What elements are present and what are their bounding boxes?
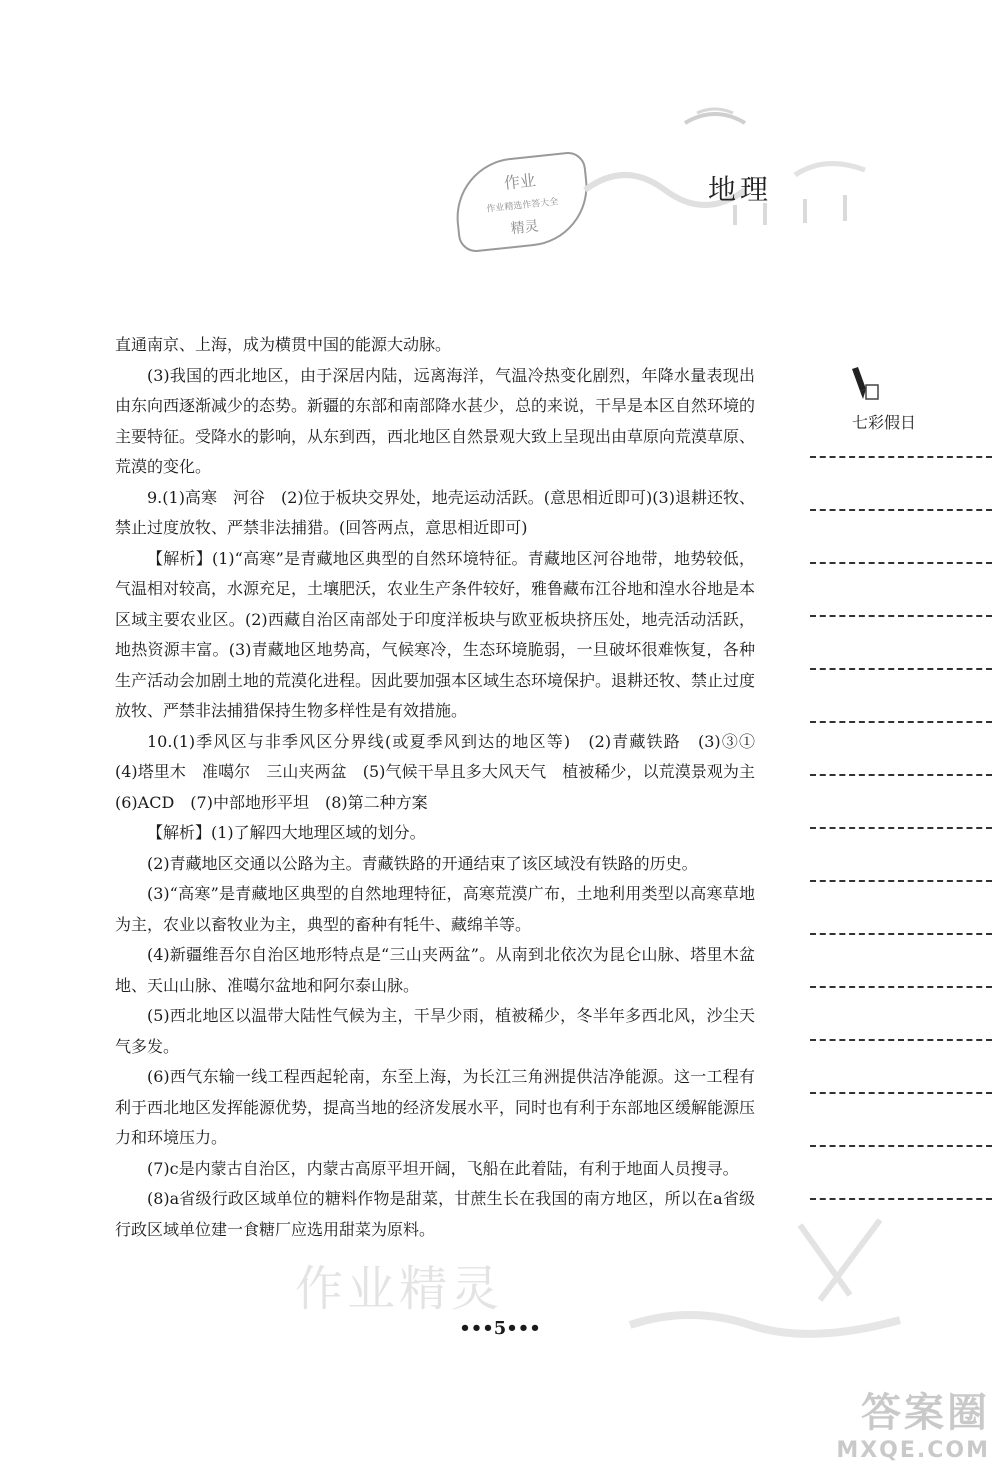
side-label: 七彩假日 — [852, 413, 917, 432]
note-line — [810, 1092, 992, 1094]
note-line — [810, 774, 992, 776]
answer-paragraph: (6)西气东输一线工程西起轮南，东至上海，为长江三角洲提供洁净能源。这一工程有利于西北地区发挥能源优势，提高当地的经济发展水平，同时也有利于东部地区缓解能源压力和环境压力。 — [115, 1067, 756, 1147]
note-line — [810, 456, 992, 458]
note-line — [810, 668, 992, 670]
answer-paragraph: 【解析】(1)了解四大地理区域的划分。 — [147, 823, 426, 842]
note-line — [810, 509, 992, 511]
answer-paragraph: (5)西北地区以温带大陆性气候为主，干旱少雨，植被稀少，冬半年多西北风，沙尘天气多发。 — [115, 1006, 755, 1056]
stamp-line-3: 精灵 — [509, 218, 540, 238]
note-line — [810, 827, 992, 829]
note-line — [810, 1145, 992, 1147]
answer-paragraph: (7)c是内蒙古自治区，内蒙古高原平坦开阔，飞船在此着陆，有利于地面人员搜寻。 — [147, 1158, 739, 1178]
note-line — [810, 721, 992, 723]
stamp-line-1: 作业 — [502, 170, 537, 193]
faint-watermark-text: 作业精灵 — [295, 1261, 504, 1317]
answer-paragraph: 直通南京、上海，成为横贯中国的能源大动脉。 — [115, 335, 452, 354]
answer-paragraph: (4)新疆维吾尔自治区地形特点是“三山夹两盆”。从南到北依次为昆仑山脉、塔里木盆地、天山山脉、准噶尔盆地和阿尔泰山脉。 — [115, 945, 755, 995]
answer-paragraph: (3)“高寒”是青藏地区典型的自然地理特征，高寒荒漠广布，土地利用类型以高寒草地为主，农业以畜牧业为主，典型的畜种有牦牛、藏绵羊等。 — [115, 884, 755, 934]
answer-paragraph: 【解析】(1)“高寒”是青藏地区典型的自然环境特征。青藏地区河谷地带，地势较低，气温相对较高，水源充足，土壤肥沃，农业生产条件较好，雅鲁藏布江谷地和湟水谷地是本区域主要农业区。(2)西藏自治区南部处于印度洋板块与欧亚板块挤压处，地壳活动活跃，地热资源丰富。(3)青藏地区地势高，气候寒冷，生态环境脆弱，一旦破坏很难恢复，各种生产活动会加剧土地的荒漠化进程。因此要加强本区域生态环境保护。退耕还牧、禁止过度放牧、严禁非法捕猎保持生物多样性是有效措施。 — [115, 548, 756, 720]
note-line — [810, 933, 992, 935]
page-header — [455, 95, 885, 255]
answer-paragraph: 9.(1)高寒 河谷 (2)位于板块交界处，地壳运动活跃。(意思相近即可)(3)退耕还牧、禁止过度放牧、严禁非法捕猎。(回答两点，意思相近即可) — [115, 487, 755, 537]
answer-content — [115, 330, 772, 1245]
watermark-big: 答案圈 — [861, 1390, 990, 1436]
note-line — [810, 615, 992, 617]
note-lines — [810, 448, 992, 1208]
note-line — [810, 880, 992, 882]
note-line — [810, 986, 992, 988]
pen-icon — [848, 367, 880, 403]
footer-decoration — [620, 1205, 930, 1375]
answer-paragraph: (3)我国的西北地区，由于深居内陆，远离海洋，气温冷热变化剧烈，年降水量表现出由东向西逐渐减少的态势。新疆的东部和南部降水甚少，总的来说，干旱是本区自然环境的主要特征。受降水的影响，从东到西，西北地区自然景观大致上呈现出由草原向荒漠草原、荒漠的变化。 — [115, 365, 756, 476]
page-number: •••5••• — [459, 1318, 541, 1339]
site-watermark — [836, 1381, 990, 1463]
stamp-line-2: 作业精选作答大全 — [486, 197, 559, 215]
answer-paragraph: 10.(1)季风区与非季风区分界线(或夏季风到达的地区等) (2)青藏铁路 (3)③① (4)塔里木 准噶尔 三山夹两盆 (5)气候干旱且多大风天气 植被稀少，以荒漠景观为主 (6)ACD (7)中部地形平坦 (8)第二种方案 — [115, 731, 772, 812]
watermark-small: MXQE.COM — [836, 1438, 990, 1463]
note-line — [810, 1198, 992, 1200]
note-line — [810, 562, 992, 564]
subject-title: 地理 — [708, 173, 773, 206]
answer-paragraph: (8)a省级行政区域单位的糖料作物是甜菜，甘蔗生长在我国的南方地区，所以在a省级行政区域单位建一食糖厂应选用甜菜为原料。 — [115, 1189, 755, 1239]
answer-paragraph: (2)青藏地区交通以公路为主。青藏铁路的开通结束了该区域没有铁路的历史。 — [147, 853, 698, 873]
note-line — [810, 1039, 992, 1041]
